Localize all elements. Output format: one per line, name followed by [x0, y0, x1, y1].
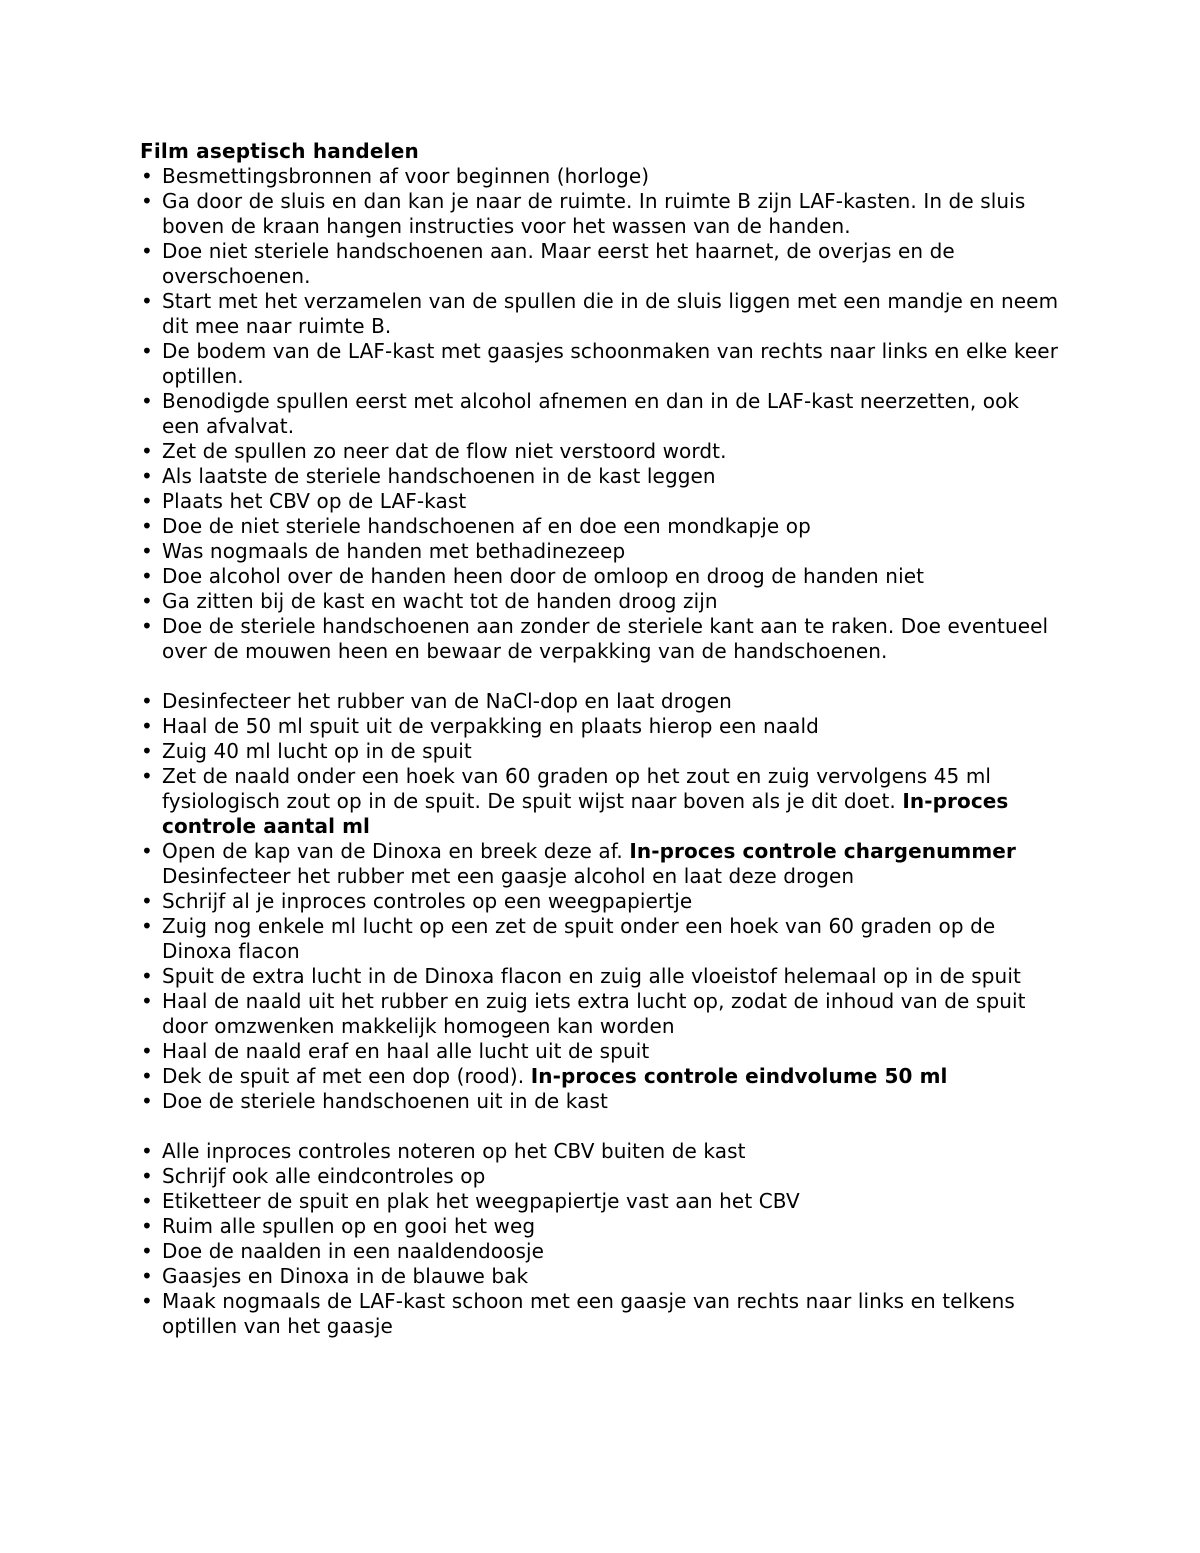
- list-item: • Doe de steriele handschoenen aan zonder de steriele kant aan te raken. Doe eventueel over de mouwen heen en bewaar de verpakking van de handschoenen.: [140, 614, 1060, 664]
- document-page: [140, 139, 1060, 1339]
- list-item: • Zuig nog enkele ml lucht op een zet de spuit onder een hoek van 60 graden op de Dinoxa flacon: [140, 914, 1060, 964]
- list-item: [140, 764, 1060, 839]
- list-item: • Schrijf al je inproces controles op een weegpapiertje: [140, 889, 1060, 914]
- list-item-text: Zet de naald onder een hoek van 60 graden op het zout en zuig vervolgens 45 ml fysiologisch zout op in de spuit. De spuit wijst naar boven als je dit doet.: [162, 764, 992, 813]
- list-item: • Gaasjes en Dinoxa in de blauwe bak: [140, 1264, 1060, 1289]
- in-process-control-label: In-proces controle aantal ml: [162, 789, 1009, 838]
- list-item: • Doe niet steriele handschoenen aan. Maar eerst het haarnet, de overjas en de overschoenen.: [140, 239, 1060, 289]
- document-title: Film aseptisch handelen: [140, 139, 419, 163]
- list-item: • Etiketteer de spuit en plak het weegpapiertje vast aan het CBV: [140, 1189, 1060, 1214]
- list-item: • Benodigde spullen eerst met alcohol afnemen en dan in de LAF-kast neerzetten, ook een afvalvat.: [140, 389, 1060, 439]
- list-item: • De bodem van de LAF-kast met gaasjes schoonmaken van rechts naar links en elke keer optillen.: [140, 339, 1060, 389]
- section-1-list: [140, 164, 1060, 664]
- list-item: • Ruim alle spullen op en gooi het weg: [140, 1214, 1060, 1239]
- list-item: • Haal de 50 ml spuit uit de verpakking en plaats hierop een naald: [140, 714, 1060, 739]
- list-item: • Alle inproces controles noteren op het CBV buiten de kast: [140, 1139, 1060, 1164]
- list-item-text: Dek de spuit af met een dop (rood).: [162, 1064, 531, 1088]
- in-process-control-label: In-proces controle chargenummer: [629, 839, 1016, 863]
- list-item: [140, 1064, 1060, 1089]
- list-item: • Plaats het CBV op de LAF-kast: [140, 489, 1060, 514]
- list-item: • Doe de naalden in een naaldendoosje: [140, 1239, 1060, 1264]
- list-item: • Doe de steriele handschoenen uit in de kast: [140, 1089, 1060, 1114]
- list-item: • Was nogmaals de handen met bethadinezeep: [140, 539, 1060, 564]
- list-item: • Doe de niet steriele handschoenen af en doe een mondkapje op: [140, 514, 1060, 539]
- list-item: • Desinfecteer het rubber van de NaCl-dop en laat drogen: [140, 689, 1060, 714]
- list-item: • Ga zitten bij de kast en wacht tot de handen droog zijn: [140, 589, 1060, 614]
- section-3-list: [140, 1139, 1060, 1339]
- list-item: • Start met het verzamelen van de spullen die in de sluis liggen met een mandje en neem dit mee naar ruimte B.: [140, 289, 1060, 339]
- list-item: • Zuig 40 ml lucht op in de spuit: [140, 739, 1060, 764]
- list-item-text: Desinfecteer het rubber met een gaasje alcohol en laat deze drogen: [162, 864, 855, 888]
- list-item: • Besmettingsbronnen af voor beginnen (horloge): [140, 164, 1060, 189]
- list-item: • Haal de naald eraf en haal alle lucht uit de spuit: [140, 1039, 1060, 1064]
- list-item: • Schrijf ook alle eindcontroles op: [140, 1164, 1060, 1189]
- list-item: • Ga door de sluis en dan kan je naar de ruimte. In ruimte B zijn LAF-kasten. In de sluis boven de kraan hangen instructies voor het wassen van de handen.: [140, 189, 1060, 239]
- list-item: • Spuit de extra lucht in de Dinoxa flacon en zuig alle vloeistof helemaal op in de spuit: [140, 964, 1060, 989]
- list-item: • Als laatste de steriele handschoenen in de kast leggen: [140, 464, 1060, 489]
- paragraph-gap: [140, 664, 1060, 689]
- list-item: • Zet de spullen zo neer dat de flow niet verstoord wordt.: [140, 439, 1060, 464]
- list-item: [140, 839, 1060, 889]
- list-item: • Doe alcohol over de handen heen door de omloop en droog de handen niet: [140, 564, 1060, 589]
- list-item: • Haal de naald uit het rubber en zuig iets extra lucht op, zodat de inhoud van de spuit door omzwenken makkelijk homogeen kan worden: [140, 989, 1060, 1039]
- in-process-control-label: In-proces controle eindvolume 50 ml: [530, 1064, 948, 1088]
- paragraph-gap: [140, 1114, 1060, 1139]
- list-item-text: Open de kap van de Dinoxa en breek deze af.: [162, 839, 630, 863]
- section-2-list: [140, 689, 1060, 1114]
- list-item: • Maak nogmaals de LAF-kast schoon met een gaasje van rechts naar links en telkens optillen van het gaasje: [140, 1289, 1060, 1339]
